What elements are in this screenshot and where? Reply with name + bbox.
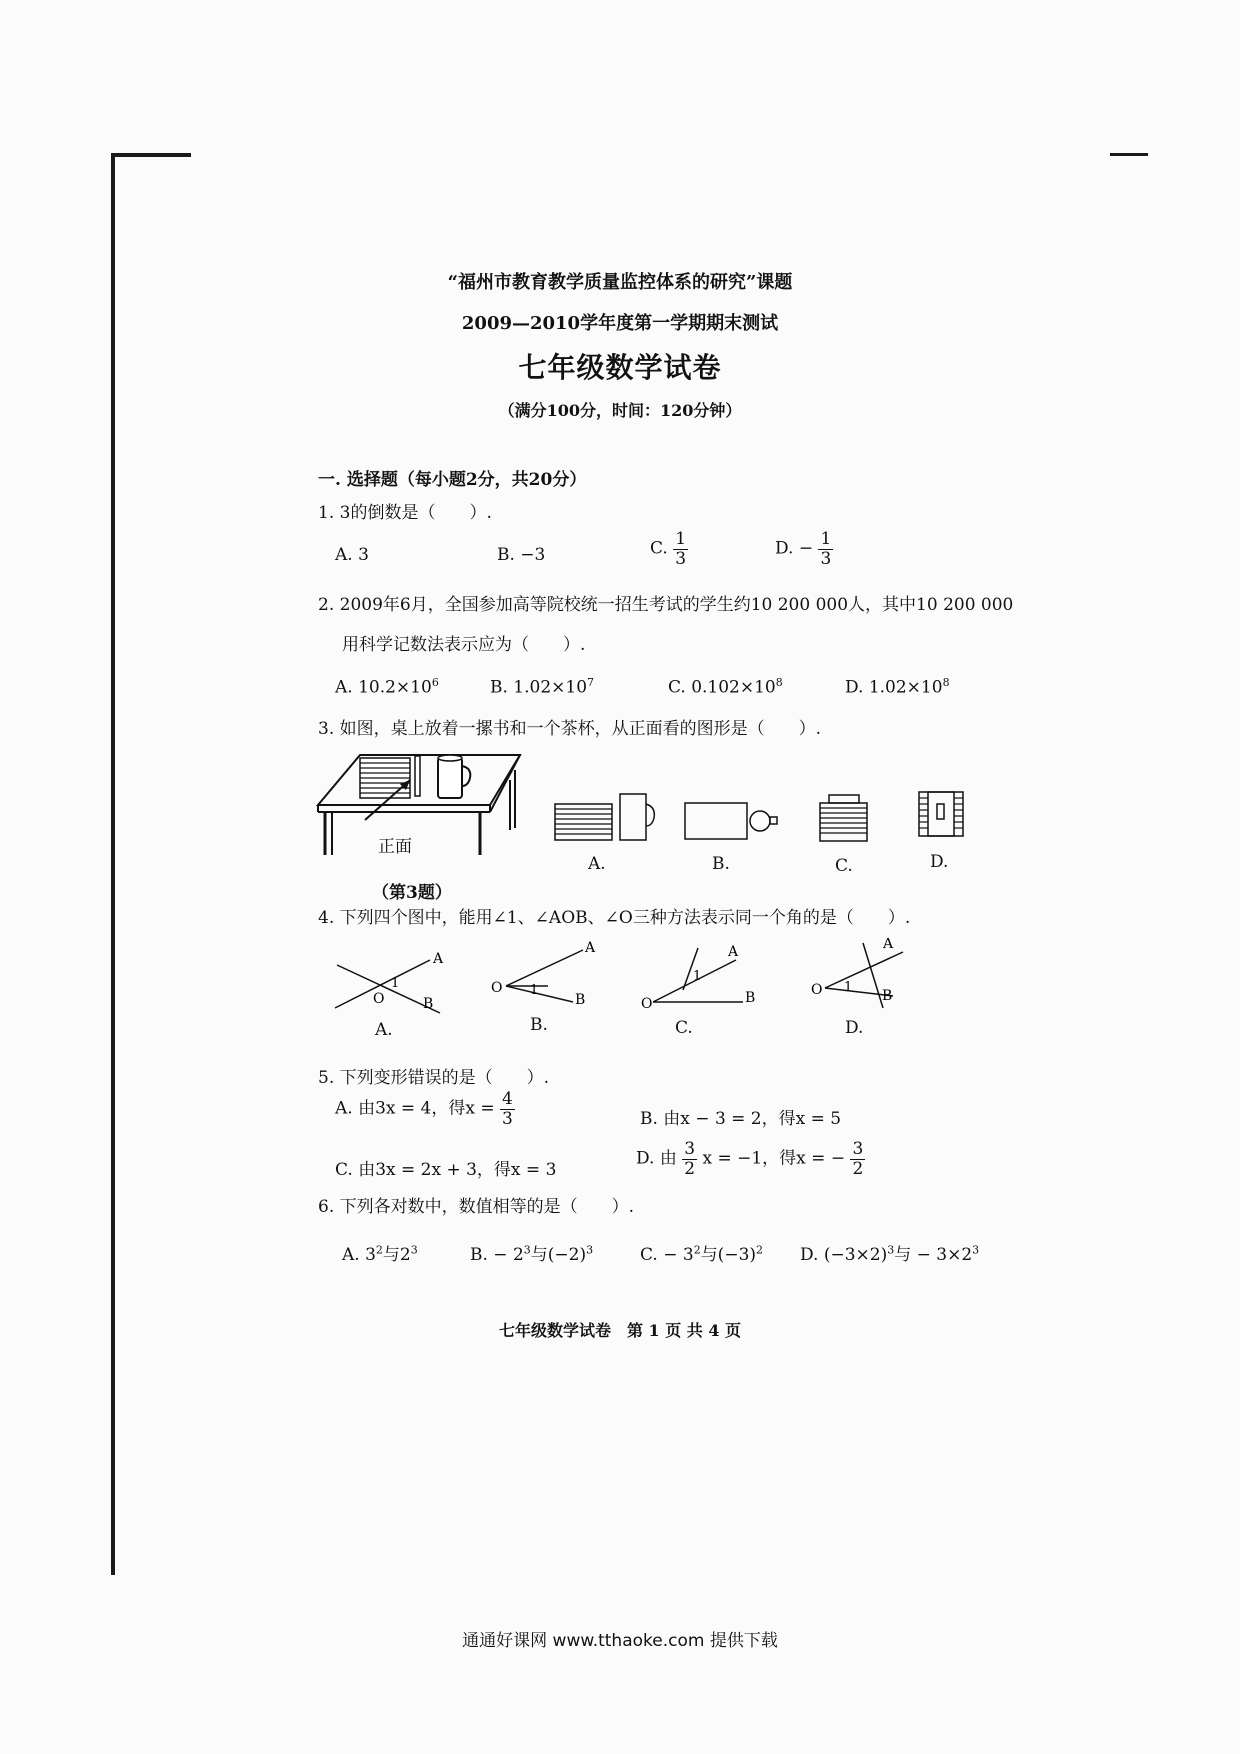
scan-border-right <box>1110 153 1148 156</box>
q2-option-b: B. $1.02\times 10^7$ <box>490 676 595 698</box>
point-a-label: A <box>585 940 596 956</box>
q4-option-b-label: B. <box>530 1015 548 1035</box>
q1-option-a: A. 3 <box>335 545 369 565</box>
q3-option-a-figure <box>550 792 660 847</box>
q5-option-a: A. 由3x = 4，得x = $\frac{4}{3}$ <box>335 1089 513 1129</box>
q5-d-fraction-2: $\frac{3}{2}$ <box>852 1139 864 1179</box>
q4-option-d-label: D. <box>845 1018 864 1038</box>
point-a-label: A <box>433 951 444 967</box>
q4-stem: 4. 下列四个图中，能用∠1、∠AOB、∠O三种方法表示同一个角的是（ ）. <box>318 908 911 928</box>
q5-option-b: B. 由x − 3 = 2，得x = 5 <box>640 1109 842 1129</box>
q4-option-c-label: C. <box>675 1018 693 1038</box>
term-line: 2009—2010学年度第一学期期末测试 <box>461 313 779 334</box>
q6-option-b: B. − $2^3$与$(-2)^3$ <box>470 1243 594 1265</box>
q1-option-b: B. −3 <box>497 545 546 565</box>
q5-d-fraction-1: $\frac{3}{2}$ <box>684 1139 696 1179</box>
project-line: “福州市教育教学质量监控体系的研究”课题 <box>447 272 793 293</box>
q3-figure-caption: （第3题） <box>372 883 452 903</box>
q5-stem: 5. 下列变形错误的是（ ）. <box>318 1068 550 1088</box>
q3-option-d-figure <box>915 790 970 840</box>
point-a-label: A <box>728 944 739 960</box>
q3-option-a-label: A. <box>588 854 606 874</box>
q2-option-d: D. $1.02\times 10^8$ <box>845 676 950 698</box>
q3-option-d-label: D. <box>930 852 949 872</box>
q6-stem: 6. 下列各对数中，数值相等的是（ ）. <box>318 1197 635 1217</box>
q2-stem-line1: 2. 2009年6月，全国参加高等院校统一招生考试的学生约10 200 000人，其中10 200 000 <box>318 595 1014 615</box>
q4-option-a-figure <box>325 945 460 1020</box>
q1-d-fraction: $\frac{1}{3}$ <box>820 529 832 569</box>
q3-option-c-label: C. <box>835 856 853 876</box>
q3-table-figure <box>310 750 540 860</box>
q1-stem: 1. 3的倒数是（ ）. <box>318 503 492 523</box>
q4-option-c-figure <box>638 940 773 1015</box>
page-title: 七年级数学试卷 <box>518 351 722 384</box>
exam-info: （满分100分，时间：120分钟） <box>498 401 742 420</box>
point-a-label: A <box>883 938 894 952</box>
q3-option-c-figure <box>815 792 875 847</box>
point-b-label: B <box>882 988 893 1004</box>
q4-option-a-label: A. <box>375 1020 393 1040</box>
point-b-label: B <box>745 990 756 1006</box>
q5-a-fraction: $\frac{4}{3}$ <box>502 1089 513 1129</box>
q4-option-d-figure <box>808 938 943 1018</box>
angle-1-label: 1 <box>844 980 853 995</box>
q5-option-d: D. 由 $\frac{3}{2}$ x = −1，得x = − $\frac{3}{2}$ <box>636 1139 864 1179</box>
download-note: 通通好课网 www.tthaoke.com 提供下载 <box>462 1631 778 1651</box>
q3-stem: 3. 如图，桌上放着一摞书和一个茶杯，从正面看的图形是（ ）. <box>318 719 822 739</box>
point-o-label: O <box>373 991 385 1007</box>
angle-1-label: 1 <box>693 969 702 984</box>
point-b-label: B <box>423 996 434 1012</box>
q6-option-a: A. $3^2$与$2^3$ <box>342 1243 418 1265</box>
q2-option-c: C. $0.102\times 10^8$ <box>668 676 783 698</box>
q6-option-c: C. − $3^2$与$(-3)^2$ <box>640 1243 764 1265</box>
q4-option-b-figure <box>488 940 623 1015</box>
angle-1-label: 1 <box>391 976 400 991</box>
angle-1-label: 1 <box>530 983 539 998</box>
q2-stem-line2: 用科学记数法表示应为（ ）. <box>342 635 586 655</box>
q1-option-c: C. $\frac{1}{3}$ <box>650 529 687 569</box>
point-o-label: O <box>811 982 823 998</box>
q3-front-label: 正面 <box>378 837 412 857</box>
q6-option-d: D. $(-3\times 2)^3$与 − $3\times 2^3$ <box>800 1243 980 1265</box>
q1-option-d: D. − $\frac{1}{3}$ <box>775 529 832 569</box>
q3-option-b-figure <box>680 800 790 845</box>
page-footer: 七年级数学试卷 第 1 页 共 4 页 <box>498 1321 742 1340</box>
section-heading: 一. 选择题（每小题2分，共20分） <box>318 470 587 490</box>
q5-option-c: C. 由3x = 2x + 3，得x = 3 <box>335 1160 557 1180</box>
q1-c-fraction: $\frac{1}{3}$ <box>675 529 687 569</box>
point-b-label: B <box>575 992 586 1008</box>
q3-option-b-label: B. <box>712 854 730 874</box>
point-o-label: O <box>641 996 653 1012</box>
point-o-label: O <box>491 980 503 996</box>
scan-border-top <box>111 153 191 157</box>
q2-option-a: A. $10.2\times 10^6$ <box>335 676 439 698</box>
